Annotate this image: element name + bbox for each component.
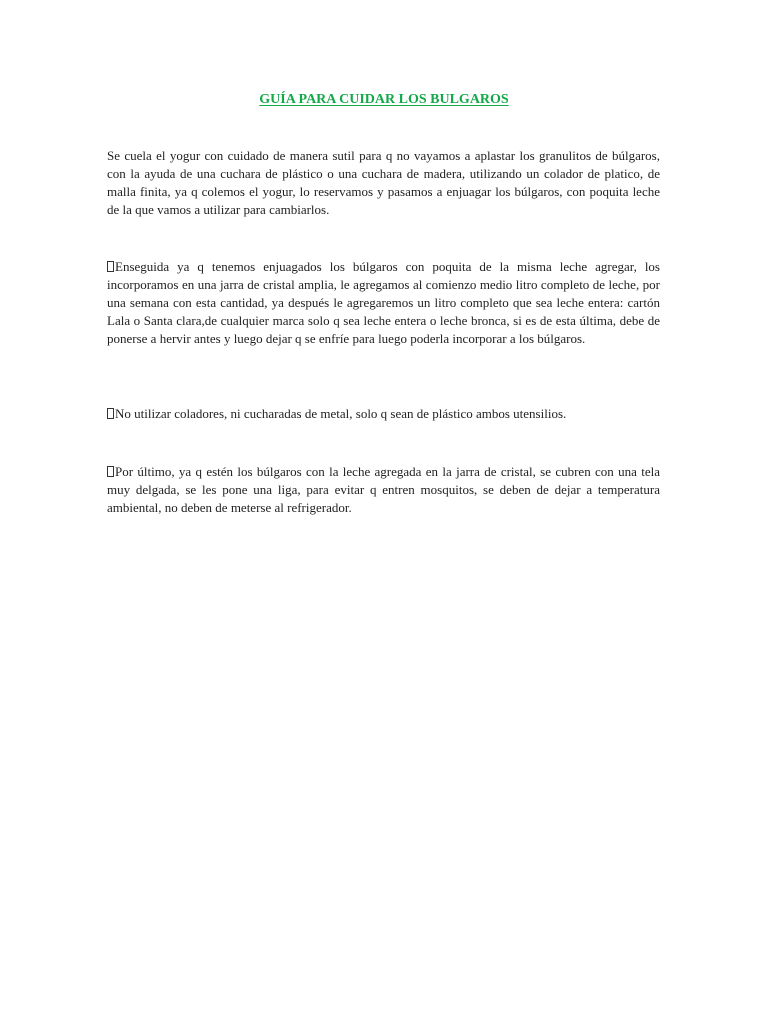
missing-glyph-box-icon <box>107 261 114 272</box>
paragraph-straining: Se cuela el yogur con cuidado de manera sutil para q no vayamos a aplastar los granulitos de búlgaros, con la ayuda de una cuchara de plástico o una cuchara de madera, utilizando un colador de platico, de malla finita, ya q colemos el yogur, lo reservamos y pasamos a enjuagar los búlgaros, con poquita leche de la que vamos a utilizar para cambiarlos. <box>107 148 660 217</box>
paragraph-utensils-text: No utilizar coladores, ni cucharadas de metal, solo q sean de plástico ambos utensilios. <box>115 406 567 421</box>
paragraph-utensils <box>107 405 660 423</box>
paragraph-covering <box>107 463 660 517</box>
paragraph-adding-milk <box>107 258 660 348</box>
missing-glyph-box-icon <box>107 466 114 477</box>
paragraph-covering-text: Por último, ya q estén los búlgaros con la leche agregada en la jarra de cristal, se cubren con una tela muy delgada, se les pone una liga, para evitar q entren mosquitos, se deben de dejar a temperatura ambiental, no deben de meterse al refrigerador. <box>107 464 660 515</box>
paragraph-adding-milk-text: Enseguida ya q tenemos enjuagados los búlgaros con poquita de la misma leche agregar, los incorporamos en una jarra de cristal amplia, le agregamos al comienzo medio litro completo de leche, por una semana con esta cantidad, ya después le agregaremos un litro completo que sea leche entera: cartón Lala o Santa clara,de cualquier marca solo q sea leche entera o leche bronca, si es de esta última, debe de ponerse a hervir antes y luego dejar q se enfríe para luego poderla incorporar a los búlgaros. <box>107 259 660 346</box>
page-title: GUÍA PARA CUIDAR LOS BULGAROS <box>259 92 509 107</box>
missing-glyph-box-icon <box>107 408 114 419</box>
